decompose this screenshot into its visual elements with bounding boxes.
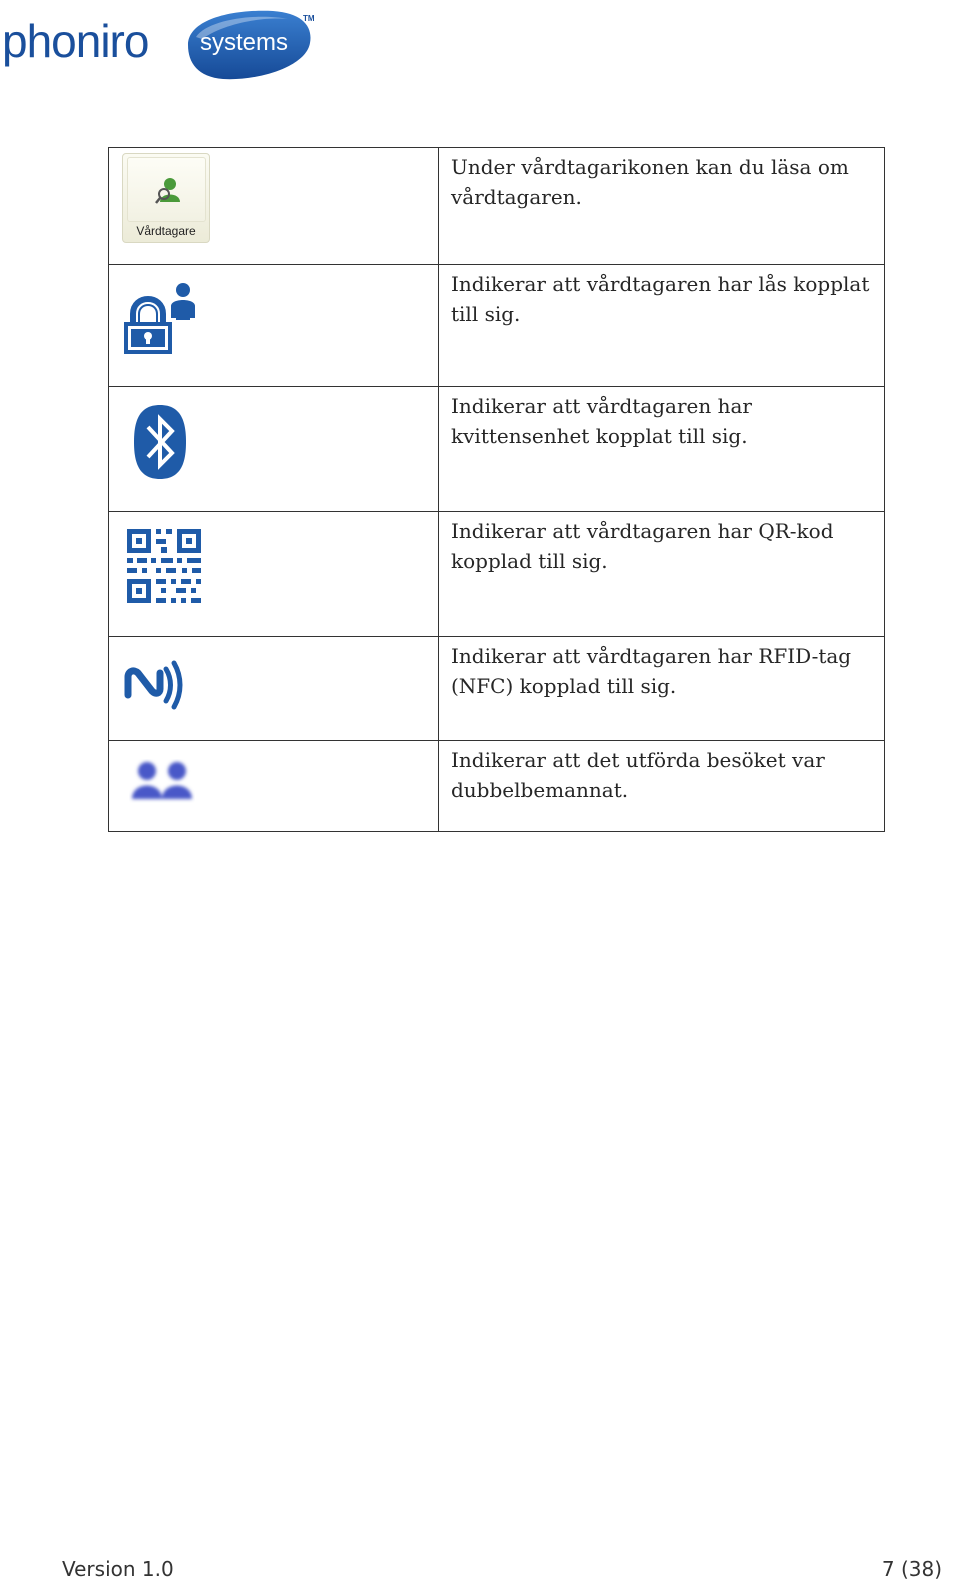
table-row [109,387,885,512]
table-row [109,741,885,832]
logo-badge-text: systems [200,29,289,56]
description-cell: Indikerar att vårdtagaren har QR-kod kopplad till sig. [439,512,885,637]
icon-cell [109,637,439,741]
bluetooth-icon [132,403,188,481]
description-cell: Indikerar att vårdtagaren har RFID-tag (NFC) kopplad till sig. [439,637,885,741]
icon-legend-table [108,147,885,832]
description-cell: Indikerar att vårdtagaren har lås kopplat till sig. [439,265,885,387]
table-row [109,637,885,741]
vardtagare-button-icon [122,153,210,243]
table-row [109,512,885,637]
qr-code-icon [125,527,203,605]
logo-trademark: TM [303,14,315,23]
footer-version: Version 1.0 [62,1557,174,1581]
nfc-icon [124,655,188,715]
description-cell: Indikerar att det utförda besöket var dubbelbemannat. [439,741,885,832]
two-persons-icon [129,759,195,803]
icon-cell [109,148,439,265]
table-row [109,148,885,265]
vardtagare-button-label: Vårdtagare [136,224,196,238]
lock-person-icon [121,280,201,360]
icon-cell [109,512,439,637]
icon-cell [109,741,439,832]
table-row [109,265,885,387]
icon-cell [109,387,439,512]
description-cell: Indikerar att vårdtagaren har kvittensenhet kopplat till sig. [439,387,885,512]
phoniro-logo [0,0,330,90]
logo-wordmark: phoniro [2,15,149,67]
icon-cell [109,265,439,387]
footer-page-number: 7 (38) [881,1557,942,1581]
description-cell: Under vårdtagarikonen kan du läsa om vårdtagaren. [439,148,885,265]
